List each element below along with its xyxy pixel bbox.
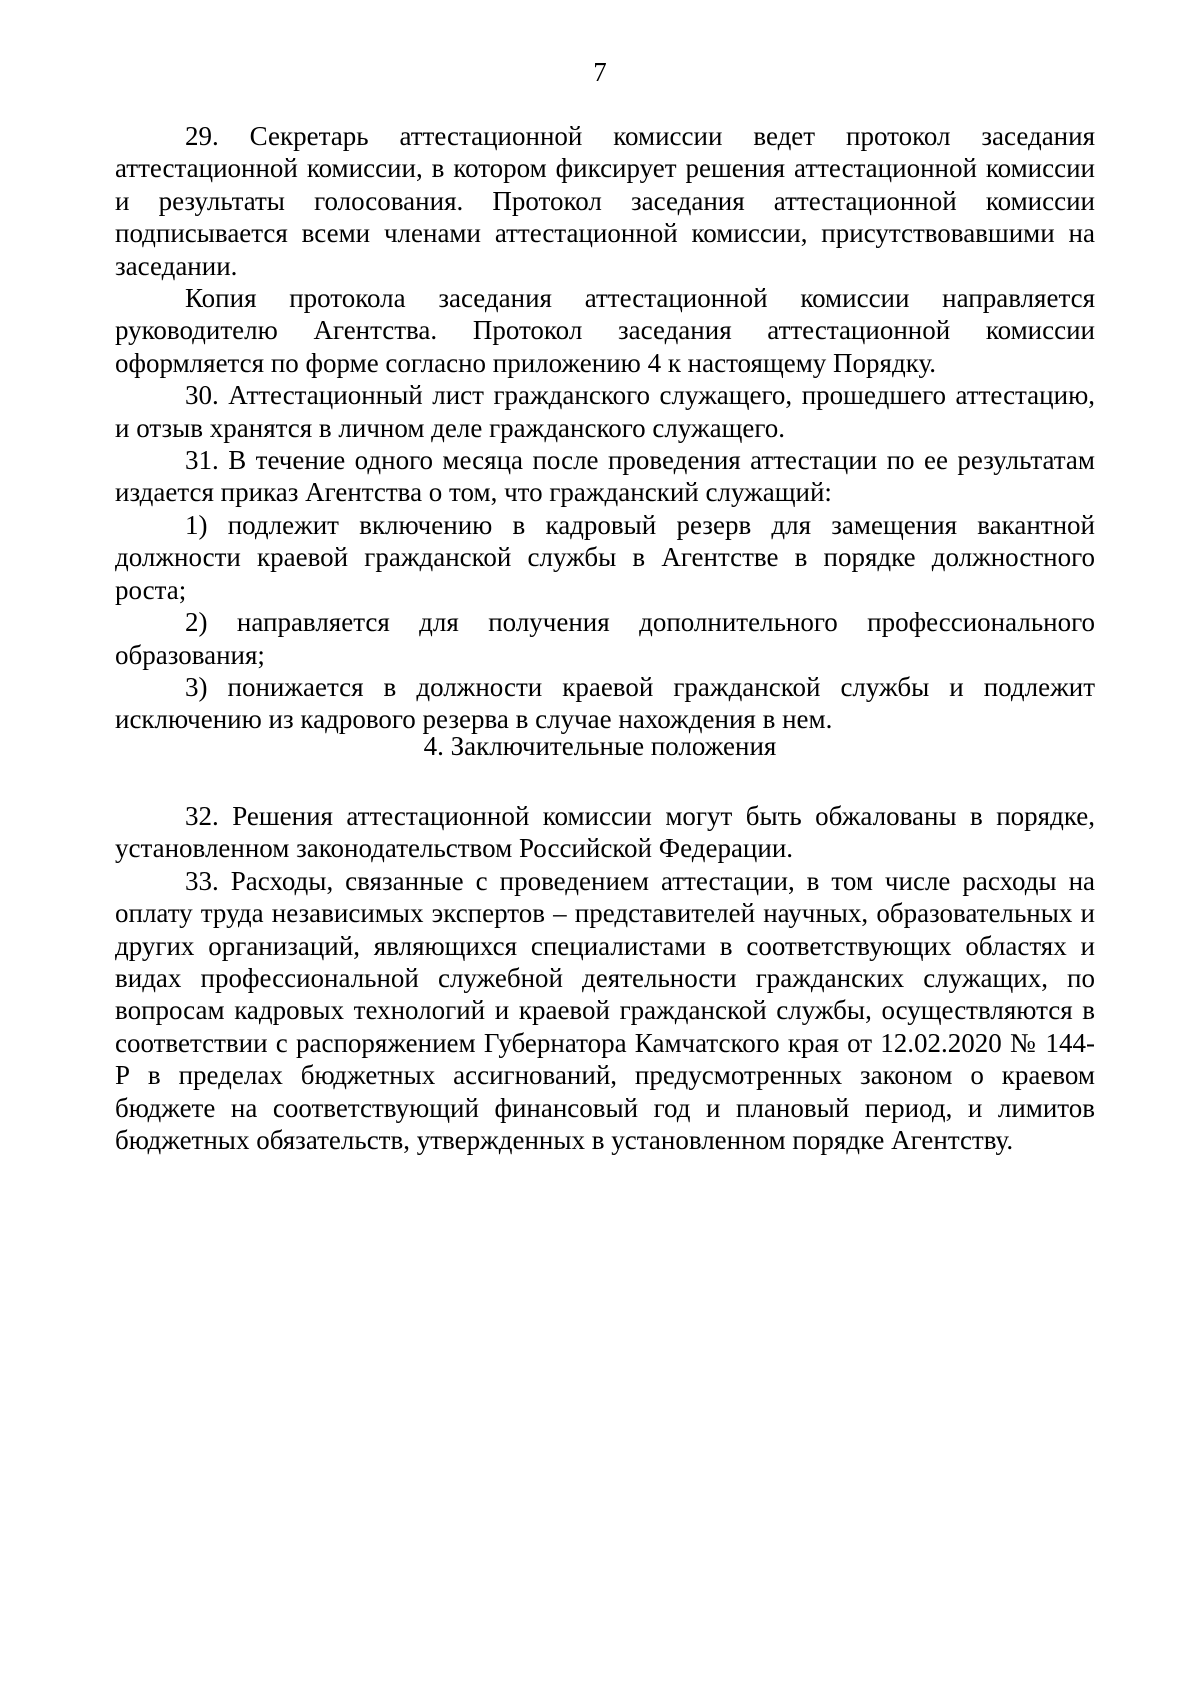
paragraph-31-item-1: 1) подлежит включению в кадровый резерв для замещения вакантной должности краевой гражданской службы в Агентстве в порядке должностного роста; bbox=[115, 509, 1095, 605]
paragraph-31: 31. В течение одного месяца после проведения аттестации по ее результатам издается приказ Агентства о том, что гражданский служащий: bbox=[115, 445, 1095, 508]
page-number: 7 bbox=[593, 57, 607, 87]
paragraph-31-item-3: 3) понижается в должности краевой гражданской службы и подлежит исключению из кадрового резерва в случае нахождения в нем. bbox=[115, 671, 1095, 735]
paragraph-32: 32. Решения аттестационной комиссии могут быть обжалованы в порядке, установленном законодательством Российской Федерации. bbox=[115, 801, 1095, 864]
paragraphs-after-heading bbox=[115, 800, 1095, 1156]
paragraph-29: 29. Секретарь аттестационной комиссии ведет протокол заседания аттестационной комиссии, в котором фиксирует решения аттестационной комиссии и результаты голосования. Протокол заседания аттестационной комиссии подписывается всеми членами аттестационной комиссии, присутствовавшими на заседании. bbox=[115, 121, 1095, 281]
paragraph-29-protocol-copy: Копия протокола заседания аттестационной комиссии направляется руководителю Агентства. Протокол заседания аттестационной комиссии оформляется по форме согласно приложению 4 к настоящему Порядку. bbox=[115, 283, 1095, 378]
section-heading: 4. Заключительные положения bbox=[423, 731, 777, 761]
paragraph-30: 30. Аттестационный лист гражданского служащего, прошедшего аттестацию, и отзыв хранятся в личном деле гражданского служащего. bbox=[115, 380, 1095, 443]
paragraphs-before-heading bbox=[115, 120, 1095, 736]
paragraph-31-item-2: 2) направляется для получения дополнительного профессионального образования; bbox=[115, 607, 1095, 670]
paragraph-33: 33. Расходы, связанные с проведением аттестации, в том числе расходы на оплату труда независимых экспертов – представителей научных, образовательных и других организаций, являющихся специалистами в соответствующих областях и видах профессиональной служебной деятельности гражданских служащих, по вопросам кадровых технологий и краевой гражданской службы, осуществляются в соответствии с распоряжением Губернатора Камчатского края от 12.02.2020 № 144-Р в пределах бюджетных ассигнований, предусмотренных законом о краевом бюджете на соответствующий финансовый год и плановый период, и лимитов бюджетных обязательств, утвержденных в установленном порядке Агентству. bbox=[115, 865, 1095, 1156]
